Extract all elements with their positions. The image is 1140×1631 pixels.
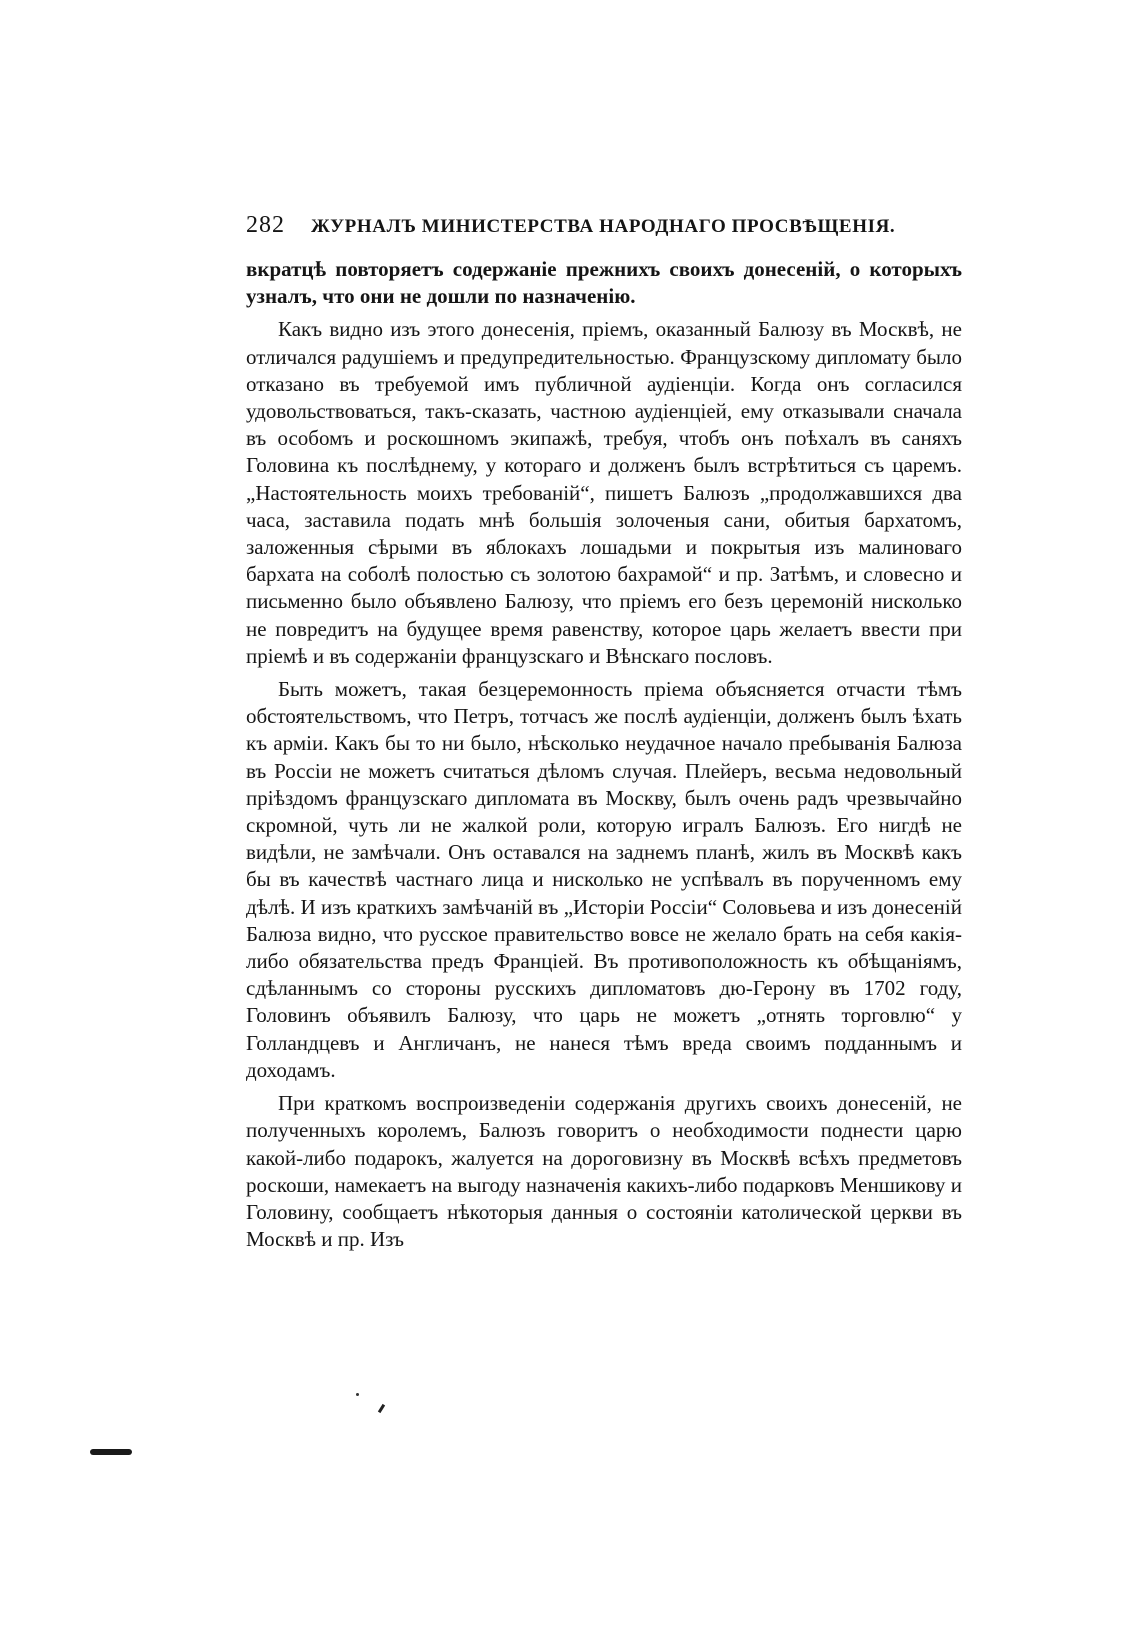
paragraph-continuation: вкратцѣ повторяетъ содержаніе прежнихъ своихъ донесеній, о которыхъ узналъ, что они не дошли по назначенію. (246, 257, 962, 309)
paragraph: Какъ видно изъ этого донесенія, пріемъ, оказанный Балюзу въ Москвѣ, не отличался радушіемъ и предупредительностью. Французскому дипломату было отказано въ требуемой имъ публичной аудіенціи. Когда онъ согласился удовольствоваться, такъ-сказать, частною аудіенціей, ему отказывали сначала въ особомъ и роскошномъ экипажѣ, требуя, чтобъ онъ поѣхалъ въ саняхъ Головина къ послѣднему, у котораго и долженъ былъ встрѣтиться съ царемъ. „Настоятельность моихъ требованій“, пишетъ Балюзъ „продолжавшихся два часа, заставила подать мнѣ большія золоченыя сани, обитыя бархатомъ, заложенныя сѣрыми въ яблокахъ лошадьми и покрытыя изъ малиноваго бархата на соболѣ полостью съ золотою бахрамой“ и пр. Затѣмъ, и словесно и письменно было объявлено Балюзу, что пріемъ его безъ церемоній нисколько не повредитъ на будущее время равенству, которое царь желаетъ ввести при пріемѣ и въ содержаніи французскаго и Вѣнскаго пословъ. (246, 317, 962, 668)
scan-speck (378, 1404, 385, 1413)
paragraph: При краткомъ воспроизведеніи содержанія другихъ своихъ донесеній, не полученныхъ королемъ, Балюзъ говоритъ о необходимости поднести царю какой-либо подарокъ, жалуется на дороговизну въ Москвѣ всѣхъ предметовъ роскоши, намекаетъ на выгоду назначенія какихъ-либо подарковъ Меншикову и Головину, сообщаетъ нѣкоторыя данныя о состояніи католической церкви въ Москвѣ и пр. Изъ (246, 1091, 962, 1252)
scan-edge-mark (90, 1449, 132, 1455)
body-text (246, 256, 962, 1259)
page-header (246, 212, 962, 246)
page-number: 282 (246, 212, 285, 238)
running-title: ЖУРНАЛЪ МИНИСТЕРСТВА НАРОДНАГО ПРОСВѢЩЕНІЯ. (311, 216, 896, 237)
paragraph: Быть можетъ, такая безцеремонность пріема объясняется отчасти тѣмъ обстоятельствомъ, что Петръ, тотчасъ же послѣ аудіенціи, долженъ былъ ѣхать къ арміи. Какъ бы то ни было, нѣсколько неудачное начало пребыванія Балюза въ Россіи не можетъ считаться дѣломъ случая. Плейеръ, весьма недовольный пріѣздомъ французскаго дипломата въ Москву, былъ очень радъ чрезвычайно скромной, чуть ли не жалкой роли, которую игралъ Балюзъ. Его нигдѣ не видѣли, не замѣчали. Онъ оставался на заднемъ планѣ, жилъ въ Москвѣ какъ бы въ качествѣ частнаго лица и нисколько не успѣвалъ въ порученномъ ему дѣлѣ. И изъ краткихъ замѣчаній въ „Исторіи Россіи“ Соловьева и изъ донесеній Балюза видно, что русское правительство вовсе не желало брать на себя какія-либо обязательства предъ Франціей. Въ противоположность къ обѣщаніямъ, сдѣланнымъ со стороны русскихъ дипломатовъ дю-Герону въ 1702 году, Головинъ объявилъ Балюзу, что царь не можетъ „отнять торговлю“ у Голландцевъ и Англичанъ, не нанеся тѣмъ вреда своимъ подданнымъ и доходамъ. (246, 677, 962, 1082)
scan-speck (356, 1393, 359, 1396)
